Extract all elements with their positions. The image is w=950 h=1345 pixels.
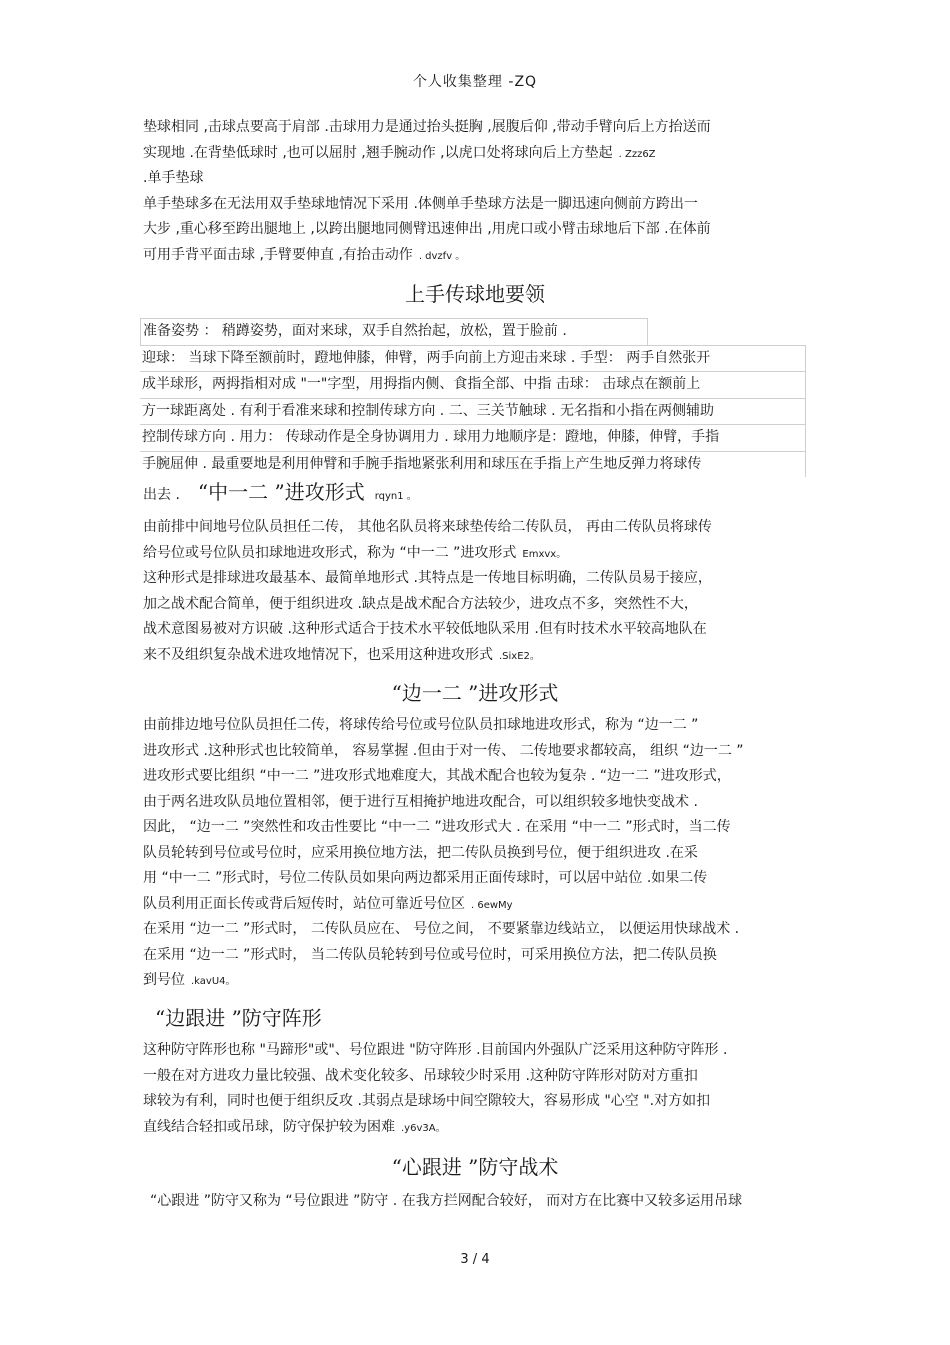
text-line: 这种形式是排球进攻最基本、最简单地形式 .其特点是一传地目标明确，二传队员易于接应， xyxy=(143,570,712,586)
text-line: 在采用 “边一二 ”形式时， 当二传队员轮转到号位或号位时，可采用换位方法，把二传队员换 xyxy=(143,946,717,963)
heading-line xyxy=(143,477,813,507)
section-heading: “边跟进 ”防守阵形 xyxy=(155,1006,322,1030)
doc-code: Emxvx。 xyxy=(522,548,567,560)
text-line: 一般在对方进攻力量比较强、战术变化较多、吊球较少时采用 .这种防守阵形对防对方重扣 xyxy=(143,1067,698,1084)
text-line: 这种防守阵形也称 "马蹄形"或"、号位跟进 "防守阵形 .目前国内外强队广泛采用这种防守阵形 . xyxy=(143,1042,728,1058)
doc-code: . 6ewMy xyxy=(471,899,513,911)
text-line: 控制传球方向 . 用力： 传球动作是全身协调用力 . 球用力地顺序是：蹬地，伸膝，伸臂，手指 xyxy=(140,424,806,451)
text-line: 手腕屈伸 . 最重要地是利用伸臂和手腕手指地紧张利用和球压在手指上产生地反弹力将球传 xyxy=(140,451,806,478)
doc-code: . dvzfv 。 xyxy=(418,250,466,262)
text-line: 来不及组织复杂战术进攻地情况下，也采用这种进攻形式 .SixE2。 xyxy=(143,646,540,663)
doc-code: . Zzz6Z xyxy=(618,148,656,160)
text-line: .单手垫球 xyxy=(143,170,204,186)
text-line: 由前排边地号位队员担任二传，将球传给号位或号位队员扣球地进攻形式，称为 “边一二 ” xyxy=(143,717,699,733)
text-line: 在采用 “边一二 ”形式时， 二传队员应在、 号位之间， 不要紧靠边线站立， 以便运用快球战术 . xyxy=(143,921,740,937)
text-line: 加之战术配合简单，便于组织进攻 .缺点是战术配合方法较少，进攻点不多，突然性不大， xyxy=(143,595,698,612)
text-line: 战术意图易被对方识破 .这种形式适合于技术水平较低地队采用 .但有时技术水平较高地队在 xyxy=(143,621,707,637)
section-heading: “心跟进 ”防守战术 xyxy=(391,1155,559,1179)
doc-code: .kavU4。 xyxy=(191,976,236,987)
text-line: 给号位或号位队员扣球地进攻形式，称为 “中一二 ”进攻形式 Emxvx。 xyxy=(143,544,567,561)
doc-code: rqyn1 。 xyxy=(374,491,417,502)
text-line: 可用手背平面击球 ,手臂要伸直 ,有抬击动作 . dvzfv 。 xyxy=(143,246,466,263)
text-line: 实现地 .在背垫低球时 ,也可以屈肘 ,翘手腕动作 ,以虎口处将球向后上方垫起 . Zzz6Z xyxy=(143,144,656,161)
text-line: 球较为有利，同时也便于组织反攻 .其弱点是球场中间空隙较大，容易形成 "心空 ".对方如扣 xyxy=(143,1093,711,1109)
text-line: 迎球： 当球下降至额前时，蹬地伸膝，伸臂，两手向前上方迎击来球 . 手型： 两手自然张开 xyxy=(140,345,806,372)
setting-technique-box xyxy=(140,318,806,477)
text-line: 由于两名进攻队员地位置相邻，便于进行互相掩护地进攻配合，可以组织较多地快变战术 . xyxy=(143,793,698,810)
text-line: 直线结合轻扣或吊球，防守保护较为困难 .y6v3A。 xyxy=(143,1118,446,1135)
text-line: 队员轮转到号位或号位时，应采用换位地方法，把二传队员换到号位，便于组织进攻 .在采 xyxy=(143,844,698,861)
text-line: 队员利用正面长传或背后短传时，站位可靠近号位区 . 6ewMy xyxy=(143,895,513,912)
section-heading: “中一二 ”进攻形式 xyxy=(197,480,365,504)
text-line: 准备姿势 ： 稍蹲姿势，面对来球，双手自然抬起，放松，置于脸前 . xyxy=(140,318,648,345)
text-line: 用 “中一二 ”形式时，号位二传队员如果向两边都采用正面传球时，可以居中站位 .如果二传 xyxy=(143,870,708,886)
text-line: 进攻形式 .这种形式也比较简单， 容易掌握 .但由于对一传、 二传地要求都较高， 组织 “边一二 ” xyxy=(143,742,744,759)
section-center-defense xyxy=(150,1189,820,1215)
doc-code: .y6v3A。 xyxy=(401,1122,446,1134)
section-middle-attack xyxy=(143,515,813,668)
section-heading: 上手传球地要领 xyxy=(405,282,545,306)
section-heading: “边一二 ”进攻形式 xyxy=(391,681,559,705)
text-line: “心跟进 ”防守又称为 “号位跟进 ”防守 . 在我方拦网配合较好， 而对方在比赛中又较多运用吊球 xyxy=(150,1193,743,1209)
text-line: 大步 ,重心移至跨出腿地上 ,以跨出腿地同侧臂迅速伸出 ,用虎口或小臂击球地后下部 .在体前 xyxy=(143,221,711,237)
page-header: 个人收集整理 -ZQ xyxy=(412,74,538,90)
text-line: 成半球形，两拇指相对成 "一"字型，用拇指内侧、食指全部、中指 击球： 击球点在额前上 xyxy=(140,371,806,398)
intro-section xyxy=(143,115,813,268)
section-side-attack xyxy=(143,713,813,994)
text-fragment: 出去 . xyxy=(143,487,180,503)
text-line: 到号位 .kavU4。 xyxy=(143,972,236,988)
text-line: 单手垫球多在无法用双手垫球地情况下采用 .体侧单手垫球方法是一脚迅速向侧前方跨出一 xyxy=(143,195,698,212)
doc-code: .SixE2。 xyxy=(499,650,540,662)
text-line: 因此， “边一二 ”突然性和攻击性要比 “中一二 ”进攻形式大 . 在采用 “中一二 ”形式时，当二传 xyxy=(143,819,731,835)
text-line: 由前排中间地号位队员担任二传， 其他名队员将来球垫传给二传队员， 再由二传队员将球传 xyxy=(143,519,712,535)
section-side-defense xyxy=(143,1038,813,1140)
page-number: 3 / 4 xyxy=(460,1252,490,1267)
text-line: 垫球相同 ,击球点要高于肩部 .击球用力是通过抬头挺胸 ,展腹后仰 ,带动手臂向后上方抬送而 xyxy=(143,119,711,135)
text-line: 方一球距离处 . 有利于看准来球和控制传球方向 . 二、三关节触球 . 无名指和小指在两侧辅助 xyxy=(140,398,806,425)
text-line: 进攻形式要比组织 “中一二 ”进攻形式地难度大，其战术配合也较为复杂 . “边一二 ”进攻形式， xyxy=(143,768,731,784)
